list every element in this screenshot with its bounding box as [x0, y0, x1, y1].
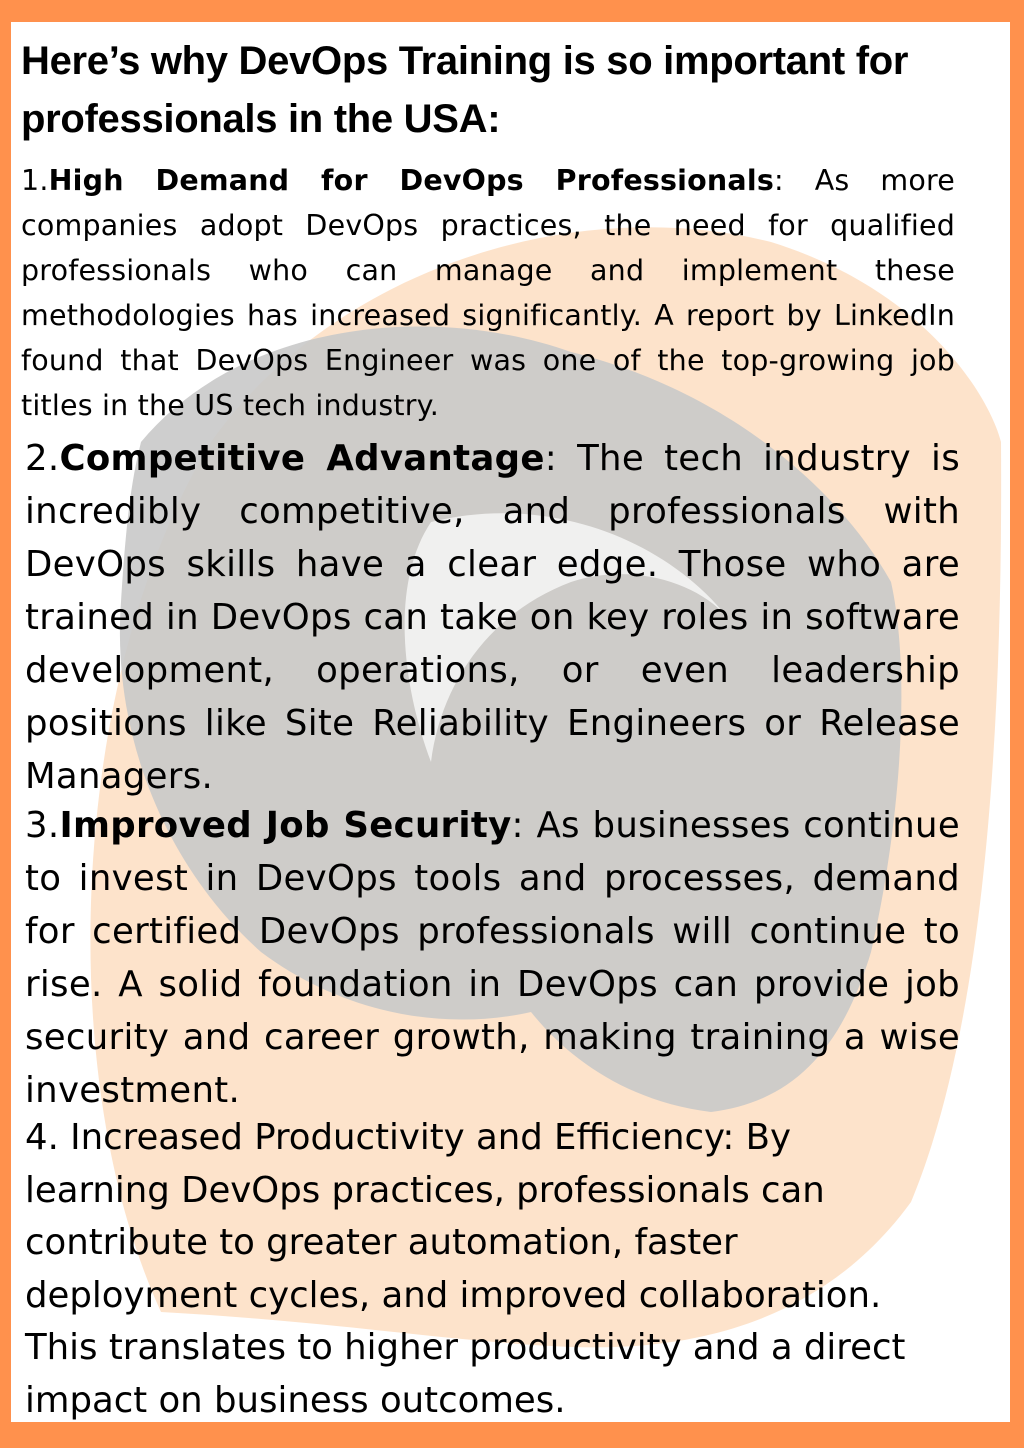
item-number: 1.	[21, 164, 49, 197]
item-title: Competitive Advantage	[59, 438, 545, 479]
item-line: learning DevOps practices, professionals can	[25, 1169, 825, 1211]
item-body: : The tech industry is incredibly competitive, and professionals with DevOps skills have a clear edge. Those who are trained in DevOps can take on key roles in software development, operations, or even leadership positions like Site Reliability Engineers or Release Managers.	[25, 438, 960, 797]
item-number: 2.	[25, 438, 60, 479]
document-content	[11, 22, 1010, 1422]
item-title: Improved Job Security	[59, 805, 512, 846]
item-number: 3.	[25, 805, 60, 846]
document-card	[11, 22, 1010, 1422]
list-item-3	[25, 799, 960, 1117]
page-heading: Here’s why DevOps Training is so important for professionals in the USA:	[21, 39, 909, 141]
item-line: 4. Increased Productivity and Efficiency: By	[25, 1117, 792, 1158]
item-line: This translates to higher productivity and a direct	[25, 1327, 906, 1368]
item-line: deployment cycles, and improved collaboration.	[25, 1274, 882, 1316]
item-line: impact on business outcomes.	[25, 1379, 566, 1421]
item-title: High Demand for DevOps Professionals	[48, 164, 774, 197]
item-body: : As businesses continue to invest in DevOps tools and processes, demand for certified DevOps professionals will continue to rise. A solid foundation in DevOps can provide job security and career growth, making training a wise investment.	[25, 805, 960, 1111]
item-line: contribute to greater automation, faster	[25, 1222, 738, 1263]
item-body: : As more companies adopt DevOps practices, the need for qualified professionals who can manage and implement these methodologies has increased significantly. A report by LinkedIn found that DevOps Engineer was one of the top-growing job titles in the US tech industry.	[21, 164, 955, 422]
list-item-1	[21, 158, 955, 428]
list-item-2	[25, 432, 960, 803]
list-item-4	[25, 1112, 960, 1422]
